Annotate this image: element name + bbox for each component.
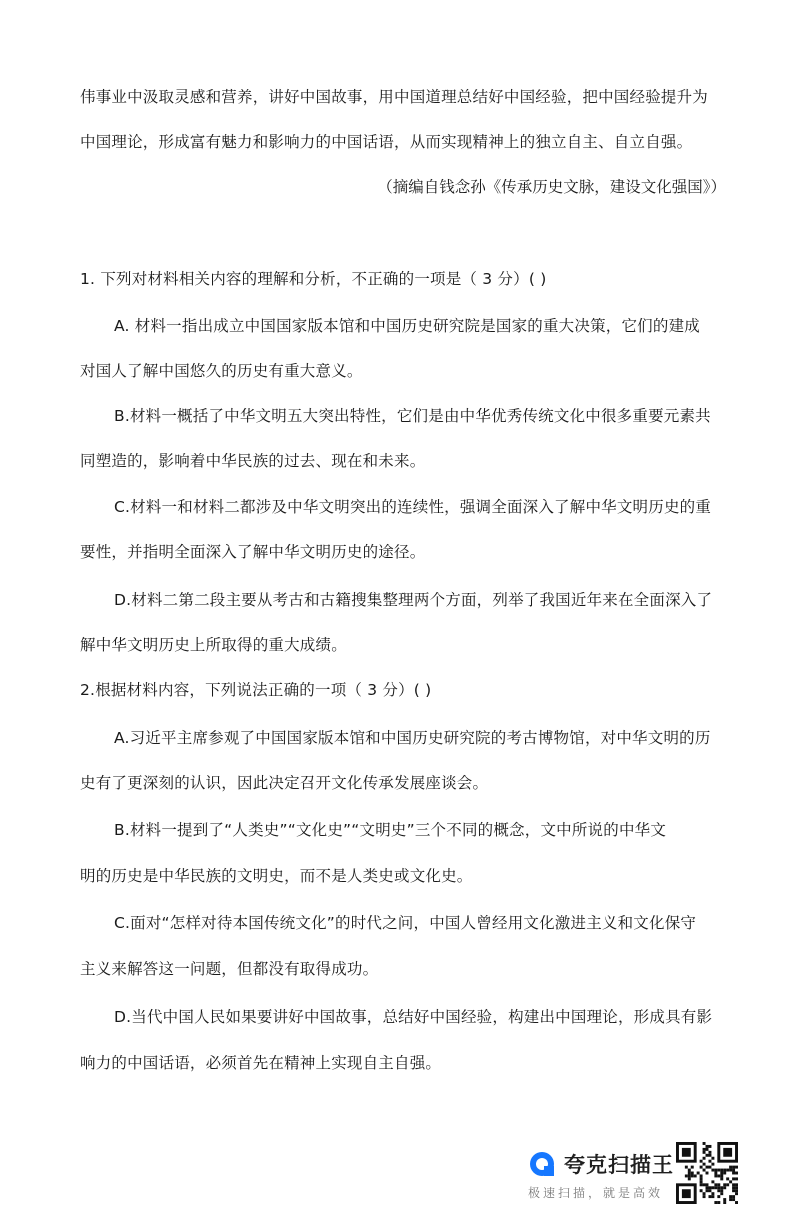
paragraph-line: 伟事业中汲取灵感和营养，讲好中国故事，用中国道理总结好中国经验，把中国经验提升为 (80, 88, 709, 106)
q1-option-b-line1: B.材料一概括了中华文明五大突出特性，它们是由中华优秀传统文化中很多重要元素共 (114, 407, 711, 425)
q2-option-a-line1: A.习近平主席参观了中国国家版本馆和中国历史研究院的考古博物馆，对中华文明的历 (114, 729, 711, 747)
q1-option-b-line2: 同塑造的，影响着中华民族的过去、现在和未来。 (80, 452, 426, 470)
q1-option-a-line1: A. 材料一指出成立中国国家版本馆和中国历史研究院是国家的重大决策，它们的建成 (114, 317, 700, 335)
question-2-stem: 2.根据材料内容，下列说法正确的一项（ 3 分）( ) (80, 681, 432, 699)
q2-option-d-line1: D.当代中国人民如果要讲好中国故事，总结好中国经验，构建出中国理论，形成具有影 (114, 1008, 713, 1026)
q2-option-b-line1: B.材料一提到了“人类史”“文化史”“文明史”三个不同的概念，文中所说的中华文 (114, 821, 667, 839)
quark-logo-icon (528, 1150, 556, 1178)
watermark-slogan: 极速扫描，就是高效 (528, 1186, 664, 1200)
q1-option-c-line2: 要性，并指明全面深入了解中华文明历史的途径。 (80, 543, 426, 561)
q1-option-d-line2: 解中华文明历史上所取得的重大成绩。 (80, 636, 347, 654)
qr-code-icon (676, 1142, 738, 1204)
watermark-brand: 夸克扫描王 (564, 1153, 674, 1177)
q2-option-c-line1: C.面对“怎样对待本国传统文化”的时代之问，中国人曾经用文化激进主义和文化保守 (114, 914, 697, 932)
q1-option-d-line1: D.材料二第二段主要从考古和古籍搜集整理两个方面，列举了我国近年来在全面深入了 (114, 591, 713, 609)
paragraph-line: 中国理论，形成富有魅力和影响力的中国话语，从而实现精神上的独立自主、自立自强。 (80, 133, 693, 151)
q1-option-a-line2: 对国人了解中国悠久的历史有重大意义。 (80, 362, 363, 380)
q1-option-c-line1: C.材料一和材料二都涉及中华文明突出的连续性，强调全面深入了解中华文明历史的重 (114, 498, 712, 516)
scanner-watermark (522, 1142, 742, 1208)
source-citation: （摘编自钱念孙《传承历史文脉，建设文化强国》） (377, 178, 726, 196)
q2-option-c-line2: 主义来解答这一问题，但都没有取得成功。 (80, 960, 379, 978)
q2-option-a-line2: 史有了更深刻的认识，因此决定召开文化传承发展座谈会。 (80, 774, 489, 792)
q2-option-b-line2: 明的历史是中华民族的文明史，而不是人类史或文化史。 (80, 867, 473, 885)
question-1-stem: 1. 下列对材料相关内容的理解和分析，不正确的一项是（ 3 分）( ) (80, 270, 547, 288)
q2-option-d-line2: 响力的中国话语，必须首先在精神上实现自主自强。 (80, 1054, 442, 1072)
